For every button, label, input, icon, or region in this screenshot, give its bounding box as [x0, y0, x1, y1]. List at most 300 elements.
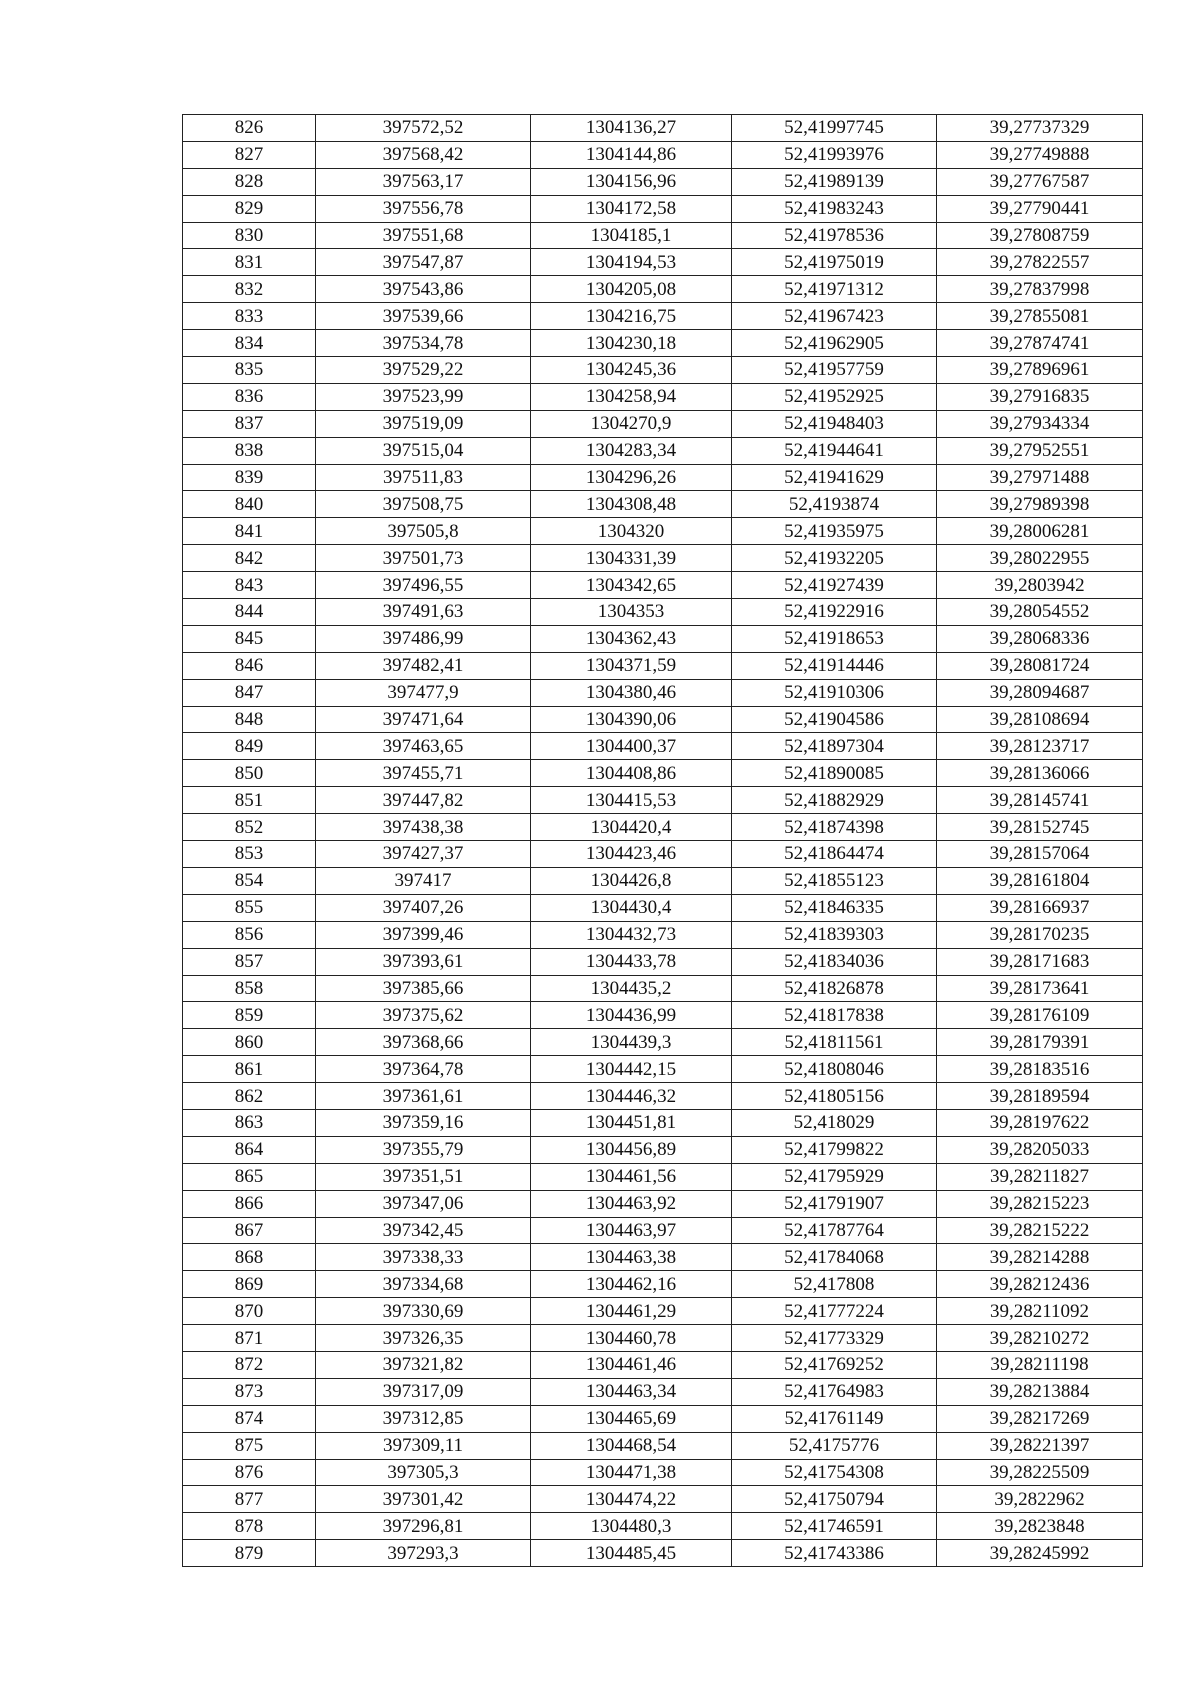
- point-number-cell: 853: [183, 841, 316, 868]
- table-row: [183, 410, 1143, 437]
- point-number-cell: 879: [183, 1540, 316, 1567]
- point-number-cell: 839: [183, 464, 316, 491]
- y-coordinate-cell: 1304474,22: [531, 1486, 732, 1513]
- y-coordinate-cell: 1304463,97: [531, 1217, 732, 1244]
- point-number-cell: 872: [183, 1351, 316, 1378]
- latitude-cell: 52,41971312: [732, 276, 937, 303]
- y-coordinate-cell: 1304439,3: [531, 1029, 732, 1056]
- latitude-cell: 52,41962905: [732, 330, 937, 357]
- y-coordinate-cell: 1304194,53: [531, 249, 732, 276]
- longitude-cell: 39,28108694: [937, 706, 1143, 733]
- longitude-cell: 39,28054552: [937, 599, 1143, 626]
- latitude-cell: 52,41750794: [732, 1486, 937, 1513]
- x-coordinate-cell: 397330,69: [316, 1298, 531, 1325]
- point-number-cell: 866: [183, 1190, 316, 1217]
- longitude-cell: 39,28094687: [937, 679, 1143, 706]
- y-coordinate-cell: 1304456,89: [531, 1136, 732, 1163]
- x-coordinate-cell: 397385,66: [316, 975, 531, 1002]
- point-number-cell: 869: [183, 1271, 316, 1298]
- latitude-cell: 52,41746591: [732, 1513, 937, 1540]
- longitude-cell: 39,28152745: [937, 814, 1143, 841]
- x-coordinate-cell: 397438,38: [316, 814, 531, 841]
- table-row: [183, 1109, 1143, 1136]
- table-row: [183, 706, 1143, 733]
- longitude-cell: 39,28183516: [937, 1056, 1143, 1083]
- table-row: [183, 115, 1143, 142]
- x-coordinate-cell: 397417: [316, 867, 531, 894]
- x-coordinate-cell: 397342,45: [316, 1217, 531, 1244]
- x-coordinate-cell: 397326,35: [316, 1325, 531, 1352]
- y-coordinate-cell: 1304426,8: [531, 867, 732, 894]
- y-coordinate-cell: 1304380,46: [531, 679, 732, 706]
- table-row: [183, 1298, 1143, 1325]
- table-row: [183, 437, 1143, 464]
- x-coordinate-cell: 397515,04: [316, 437, 531, 464]
- y-coordinate-cell: 1304245,36: [531, 357, 732, 384]
- longitude-cell: 39,28205033: [937, 1136, 1143, 1163]
- point-number-cell: 865: [183, 1163, 316, 1190]
- longitude-cell: 39,27749888: [937, 141, 1143, 168]
- x-coordinate-cell: 397511,83: [316, 464, 531, 491]
- y-coordinate-cell: 1304485,45: [531, 1540, 732, 1567]
- x-coordinate-cell: 397523,99: [316, 383, 531, 410]
- longitude-cell: 39,27989398: [937, 491, 1143, 518]
- latitude-cell: 52,41864474: [732, 841, 937, 868]
- x-coordinate-cell: 397508,75: [316, 491, 531, 518]
- longitude-cell: 39,27822557: [937, 249, 1143, 276]
- y-coordinate-cell: 1304446,32: [531, 1083, 732, 1110]
- point-number-cell: 841: [183, 518, 316, 545]
- table-row: [183, 141, 1143, 168]
- longitude-cell: 39,27896961: [937, 357, 1143, 384]
- longitude-cell: 39,28210272: [937, 1325, 1143, 1352]
- x-coordinate-cell: 397547,87: [316, 249, 531, 276]
- longitude-cell: 39,28022955: [937, 545, 1143, 572]
- longitude-cell: 39,28245992: [937, 1540, 1143, 1567]
- table-row: [183, 545, 1143, 572]
- latitude-cell: 52,41773329: [732, 1325, 937, 1352]
- y-coordinate-cell: 1304465,69: [531, 1405, 732, 1432]
- latitude-cell: 52,41918653: [732, 625, 937, 652]
- latitude-cell: 52,41922916: [732, 599, 937, 626]
- y-coordinate-cell: 1304423,46: [531, 841, 732, 868]
- point-number-cell: 850: [183, 760, 316, 787]
- point-number-cell: 852: [183, 814, 316, 841]
- longitude-cell: 39,28221397: [937, 1432, 1143, 1459]
- table-row: [183, 625, 1143, 652]
- y-coordinate-cell: 1304462,16: [531, 1271, 732, 1298]
- latitude-cell: 52,41769252: [732, 1351, 937, 1378]
- x-coordinate-cell: 397347,06: [316, 1190, 531, 1217]
- y-coordinate-cell: 1304433,78: [531, 948, 732, 975]
- x-coordinate-cell: 397364,78: [316, 1056, 531, 1083]
- point-number-cell: 871: [183, 1325, 316, 1352]
- y-coordinate-cell: 1304435,2: [531, 975, 732, 1002]
- point-number-cell: 849: [183, 733, 316, 760]
- point-number-cell: 858: [183, 975, 316, 1002]
- point-number-cell: 861: [183, 1056, 316, 1083]
- y-coordinate-cell: 1304463,92: [531, 1190, 732, 1217]
- point-number-cell: 826: [183, 115, 316, 142]
- table-row: [183, 679, 1143, 706]
- y-coordinate-cell: 1304258,94: [531, 383, 732, 410]
- point-number-cell: 831: [183, 249, 316, 276]
- x-coordinate-cell: 397486,99: [316, 625, 531, 652]
- table-row: [183, 222, 1143, 249]
- x-coordinate-cell: 397301,42: [316, 1486, 531, 1513]
- x-coordinate-cell: 397393,61: [316, 948, 531, 975]
- table-row: [183, 1405, 1143, 1432]
- longitude-cell: 39,28179391: [937, 1029, 1143, 1056]
- x-coordinate-cell: 397496,55: [316, 572, 531, 599]
- x-coordinate-cell: 397447,82: [316, 787, 531, 814]
- y-coordinate-cell: 1304415,53: [531, 787, 732, 814]
- latitude-cell: 52,41989139: [732, 168, 937, 195]
- point-number-cell: 868: [183, 1244, 316, 1271]
- table-row: [183, 195, 1143, 222]
- table-row: [183, 168, 1143, 195]
- latitude-cell: 52,41932205: [732, 545, 937, 572]
- x-coordinate-cell: 397455,71: [316, 760, 531, 787]
- point-number-cell: 848: [183, 706, 316, 733]
- latitude-cell: 52,41897304: [732, 733, 937, 760]
- table-row: [183, 1217, 1143, 1244]
- latitude-cell: 52,41855123: [732, 867, 937, 894]
- y-coordinate-cell: 1304390,06: [531, 706, 732, 733]
- point-number-cell: 855: [183, 894, 316, 921]
- longitude-cell: 39,28197622: [937, 1109, 1143, 1136]
- y-coordinate-cell: 1304408,86: [531, 760, 732, 787]
- latitude-cell: 52,41997745: [732, 115, 937, 142]
- table-row: [183, 1190, 1143, 1217]
- latitude-cell: 52,41761149: [732, 1405, 937, 1432]
- latitude-cell: 52,41978536: [732, 222, 937, 249]
- x-coordinate-cell: 397427,37: [316, 841, 531, 868]
- latitude-cell: 52,417808: [732, 1271, 937, 1298]
- point-number-cell: 877: [183, 1486, 316, 1513]
- latitude-cell: 52,4175776: [732, 1432, 937, 1459]
- table-row: [183, 652, 1143, 679]
- latitude-cell: 52,41927439: [732, 572, 937, 599]
- longitude-cell: 39,28176109: [937, 1002, 1143, 1029]
- x-coordinate-cell: 397361,61: [316, 1083, 531, 1110]
- x-coordinate-cell: 397491,63: [316, 599, 531, 626]
- longitude-cell: 39,28217269: [937, 1405, 1143, 1432]
- x-coordinate-cell: 397471,64: [316, 706, 531, 733]
- x-coordinate-cell: 397375,62: [316, 1002, 531, 1029]
- table-row: [183, 303, 1143, 330]
- latitude-cell: 52,41784068: [732, 1244, 937, 1271]
- x-coordinate-cell: 397482,41: [316, 652, 531, 679]
- x-coordinate-cell: 397399,46: [316, 921, 531, 948]
- table-row: [183, 518, 1143, 545]
- y-coordinate-cell: 1304296,26: [531, 464, 732, 491]
- latitude-cell: 52,41799822: [732, 1136, 937, 1163]
- y-coordinate-cell: 1304480,3: [531, 1513, 732, 1540]
- x-coordinate-cell: 397321,82: [316, 1351, 531, 1378]
- y-coordinate-cell: 1304230,18: [531, 330, 732, 357]
- y-coordinate-cell: 1304432,73: [531, 921, 732, 948]
- coordinates-table-body: [183, 115, 1143, 1567]
- y-coordinate-cell: 1304430,4: [531, 894, 732, 921]
- longitude-cell: 39,28081724: [937, 652, 1143, 679]
- y-coordinate-cell: 1304205,08: [531, 276, 732, 303]
- table-row: [183, 1432, 1143, 1459]
- point-number-cell: 873: [183, 1378, 316, 1405]
- latitude-cell: 52,41890085: [732, 760, 937, 787]
- x-coordinate-cell: 397305,3: [316, 1459, 531, 1486]
- latitude-cell: 52,41805156: [732, 1083, 937, 1110]
- x-coordinate-cell: 397539,66: [316, 303, 531, 330]
- point-number-cell: 857: [183, 948, 316, 975]
- x-coordinate-cell: 397505,8: [316, 518, 531, 545]
- latitude-cell: 52,41834036: [732, 948, 937, 975]
- longitude-cell: 39,28145741: [937, 787, 1143, 814]
- table-row: [183, 894, 1143, 921]
- longitude-cell: 39,28136066: [937, 760, 1143, 787]
- y-coordinate-cell: 1304461,29: [531, 1298, 732, 1325]
- point-number-cell: 863: [183, 1109, 316, 1136]
- y-coordinate-cell: 1304468,54: [531, 1432, 732, 1459]
- y-coordinate-cell: 1304353: [531, 599, 732, 626]
- y-coordinate-cell: 1304442,15: [531, 1056, 732, 1083]
- table-row: [183, 276, 1143, 303]
- latitude-cell: 52,41808046: [732, 1056, 937, 1083]
- longitude-cell: 39,27916835: [937, 383, 1143, 410]
- table-row: [183, 1083, 1143, 1110]
- longitude-cell: 39,28215223: [937, 1190, 1143, 1217]
- latitude-cell: 52,41904586: [732, 706, 937, 733]
- longitude-cell: 39,28215222: [937, 1217, 1143, 1244]
- y-coordinate-cell: 1304471,38: [531, 1459, 732, 1486]
- table-row: [183, 787, 1143, 814]
- point-number-cell: 870: [183, 1298, 316, 1325]
- point-number-cell: 829: [183, 195, 316, 222]
- latitude-cell: 52,41839303: [732, 921, 937, 948]
- point-number-cell: 864: [183, 1136, 316, 1163]
- point-number-cell: 832: [183, 276, 316, 303]
- latitude-cell: 52,41874398: [732, 814, 937, 841]
- longitude-cell: 39,28161804: [937, 867, 1143, 894]
- latitude-cell: 52,41935975: [732, 518, 937, 545]
- x-coordinate-cell: 397568,42: [316, 141, 531, 168]
- point-number-cell: 828: [183, 168, 316, 195]
- longitude-cell: 39,28211827: [937, 1163, 1143, 1190]
- table-row: [183, 948, 1143, 975]
- longitude-cell: 39,27808759: [937, 222, 1143, 249]
- latitude-cell: 52,41948403: [732, 410, 937, 437]
- latitude-cell: 52,41975019: [732, 249, 937, 276]
- x-coordinate-cell: 397317,09: [316, 1378, 531, 1405]
- point-number-cell: 830: [183, 222, 316, 249]
- longitude-cell: 39,2803942: [937, 572, 1143, 599]
- point-number-cell: 827: [183, 141, 316, 168]
- table-row: [183, 1513, 1143, 1540]
- table-row: [183, 599, 1143, 626]
- table-row: [183, 1136, 1143, 1163]
- latitude-cell: 52,41882929: [732, 787, 937, 814]
- longitude-cell: 39,27971488: [937, 464, 1143, 491]
- y-coordinate-cell: 1304320: [531, 518, 732, 545]
- x-coordinate-cell: 397334,68: [316, 1271, 531, 1298]
- table-row: [183, 572, 1143, 599]
- table-row: [183, 330, 1143, 357]
- latitude-cell: 52,41957759: [732, 357, 937, 384]
- x-coordinate-cell: 397529,22: [316, 357, 531, 384]
- table-row: [183, 1378, 1143, 1405]
- x-coordinate-cell: 397338,33: [316, 1244, 531, 1271]
- point-number-cell: 843: [183, 572, 316, 599]
- longitude-cell: 39,27790441: [937, 195, 1143, 222]
- x-coordinate-cell: 397551,68: [316, 222, 531, 249]
- y-coordinate-cell: 1304463,34: [531, 1378, 732, 1405]
- longitude-cell: 39,27767587: [937, 168, 1143, 195]
- x-coordinate-cell: 397556,78: [316, 195, 531, 222]
- longitude-cell: 39,28068336: [937, 625, 1143, 652]
- point-number-cell: 874: [183, 1405, 316, 1432]
- longitude-cell: 39,28189594: [937, 1083, 1143, 1110]
- longitude-cell: 39,28166937: [937, 894, 1143, 921]
- latitude-cell: 52,41910306: [732, 679, 937, 706]
- longitude-cell: 39,27855081: [937, 303, 1143, 330]
- latitude-cell: 52,41791907: [732, 1190, 937, 1217]
- y-coordinate-cell: 1304172,58: [531, 195, 732, 222]
- point-number-cell: 846: [183, 652, 316, 679]
- x-coordinate-cell: 397563,17: [316, 168, 531, 195]
- table-row: [183, 1029, 1143, 1056]
- longitude-cell: 39,28123717: [937, 733, 1143, 760]
- point-number-cell: 847: [183, 679, 316, 706]
- latitude-cell: 52,41826878: [732, 975, 937, 1002]
- y-coordinate-cell: 1304308,48: [531, 491, 732, 518]
- x-coordinate-cell: 397312,85: [316, 1405, 531, 1432]
- point-number-cell: 876: [183, 1459, 316, 1486]
- x-coordinate-cell: 397355,79: [316, 1136, 531, 1163]
- table-row: [183, 814, 1143, 841]
- y-coordinate-cell: 1304342,65: [531, 572, 732, 599]
- point-number-cell: 854: [183, 867, 316, 894]
- point-number-cell: 833: [183, 303, 316, 330]
- point-number-cell: 835: [183, 357, 316, 384]
- table-row: [183, 733, 1143, 760]
- y-coordinate-cell: 1304451,81: [531, 1109, 732, 1136]
- y-coordinate-cell: 1304461,56: [531, 1163, 732, 1190]
- y-coordinate-cell: 1304463,38: [531, 1244, 732, 1271]
- longitude-cell: 39,2822962: [937, 1486, 1143, 1513]
- longitude-cell: 39,27952551: [937, 437, 1143, 464]
- x-coordinate-cell: 397351,51: [316, 1163, 531, 1190]
- y-coordinate-cell: 1304331,39: [531, 545, 732, 572]
- latitude-cell: 52,41967423: [732, 303, 937, 330]
- y-coordinate-cell: 1304400,37: [531, 733, 732, 760]
- table-row: [183, 249, 1143, 276]
- x-coordinate-cell: 397519,09: [316, 410, 531, 437]
- table-row: [183, 1244, 1143, 1271]
- coordinates-table: [182, 114, 1143, 1567]
- table-row: [183, 1486, 1143, 1513]
- y-coordinate-cell: 1304436,99: [531, 1002, 732, 1029]
- point-number-cell: 836: [183, 383, 316, 410]
- y-coordinate-cell: 1304144,86: [531, 141, 732, 168]
- table-row: [183, 975, 1143, 1002]
- latitude-cell: 52,4193874: [732, 491, 937, 518]
- longitude-cell: 39,28213884: [937, 1378, 1143, 1405]
- x-coordinate-cell: 397407,26: [316, 894, 531, 921]
- x-coordinate-cell: 397293,3: [316, 1540, 531, 1567]
- point-number-cell: 842: [183, 545, 316, 572]
- latitude-cell: 52,41993976: [732, 141, 937, 168]
- table-row: [183, 357, 1143, 384]
- point-number-cell: 860: [183, 1029, 316, 1056]
- x-coordinate-cell: 397296,81: [316, 1513, 531, 1540]
- point-number-cell: 844: [183, 599, 316, 626]
- table-row: [183, 760, 1143, 787]
- point-number-cell: 862: [183, 1083, 316, 1110]
- x-coordinate-cell: 397359,16: [316, 1109, 531, 1136]
- longitude-cell: 39,27737329: [937, 115, 1143, 142]
- longitude-cell: 39,27934334: [937, 410, 1143, 437]
- longitude-cell: 39,28170235: [937, 921, 1143, 948]
- table-row: [183, 841, 1143, 868]
- point-number-cell: 837: [183, 410, 316, 437]
- y-coordinate-cell: 1304371,59: [531, 652, 732, 679]
- table-row: [183, 383, 1143, 410]
- point-number-cell: 851: [183, 787, 316, 814]
- table-row: [183, 464, 1143, 491]
- latitude-cell: 52,41787764: [732, 1217, 937, 1244]
- table-row: [183, 1540, 1143, 1567]
- table-row: [183, 1056, 1143, 1083]
- x-coordinate-cell: 397463,65: [316, 733, 531, 760]
- x-coordinate-cell: 397309,11: [316, 1432, 531, 1459]
- y-coordinate-cell: 1304136,27: [531, 115, 732, 142]
- longitude-cell: 39,27874741: [937, 330, 1143, 357]
- y-coordinate-cell: 1304420,4: [531, 814, 732, 841]
- table-row: [183, 867, 1143, 894]
- point-number-cell: 838: [183, 437, 316, 464]
- point-number-cell: 867: [183, 1217, 316, 1244]
- y-coordinate-cell: 1304461,46: [531, 1351, 732, 1378]
- x-coordinate-cell: 397368,66: [316, 1029, 531, 1056]
- longitude-cell: 39,28006281: [937, 518, 1143, 545]
- longitude-cell: 39,2823848: [937, 1513, 1143, 1540]
- x-coordinate-cell: 397477,9: [316, 679, 531, 706]
- table-row: [183, 1325, 1143, 1352]
- latitude-cell: 52,41817838: [732, 1002, 937, 1029]
- longitude-cell: 39,27837998: [937, 276, 1143, 303]
- longitude-cell: 39,28214288: [937, 1244, 1143, 1271]
- longitude-cell: 39,28157064: [937, 841, 1143, 868]
- latitude-cell: 52,41754308: [732, 1459, 937, 1486]
- table-row: [183, 1002, 1143, 1029]
- table-row: [183, 921, 1143, 948]
- point-number-cell: 840: [183, 491, 316, 518]
- table-row: [183, 1459, 1143, 1486]
- latitude-cell: 52,41777224: [732, 1298, 937, 1325]
- y-coordinate-cell: 1304283,34: [531, 437, 732, 464]
- point-number-cell: 875: [183, 1432, 316, 1459]
- latitude-cell: 52,41743386: [732, 1540, 937, 1567]
- latitude-cell: 52,41846335: [732, 894, 937, 921]
- y-coordinate-cell: 1304156,96: [531, 168, 732, 195]
- x-coordinate-cell: 397543,86: [316, 276, 531, 303]
- y-coordinate-cell: 1304216,75: [531, 303, 732, 330]
- x-coordinate-cell: 397534,78: [316, 330, 531, 357]
- longitude-cell: 39,28225509: [937, 1459, 1143, 1486]
- point-number-cell: 856: [183, 921, 316, 948]
- point-number-cell: 859: [183, 1002, 316, 1029]
- table-row: [183, 1163, 1143, 1190]
